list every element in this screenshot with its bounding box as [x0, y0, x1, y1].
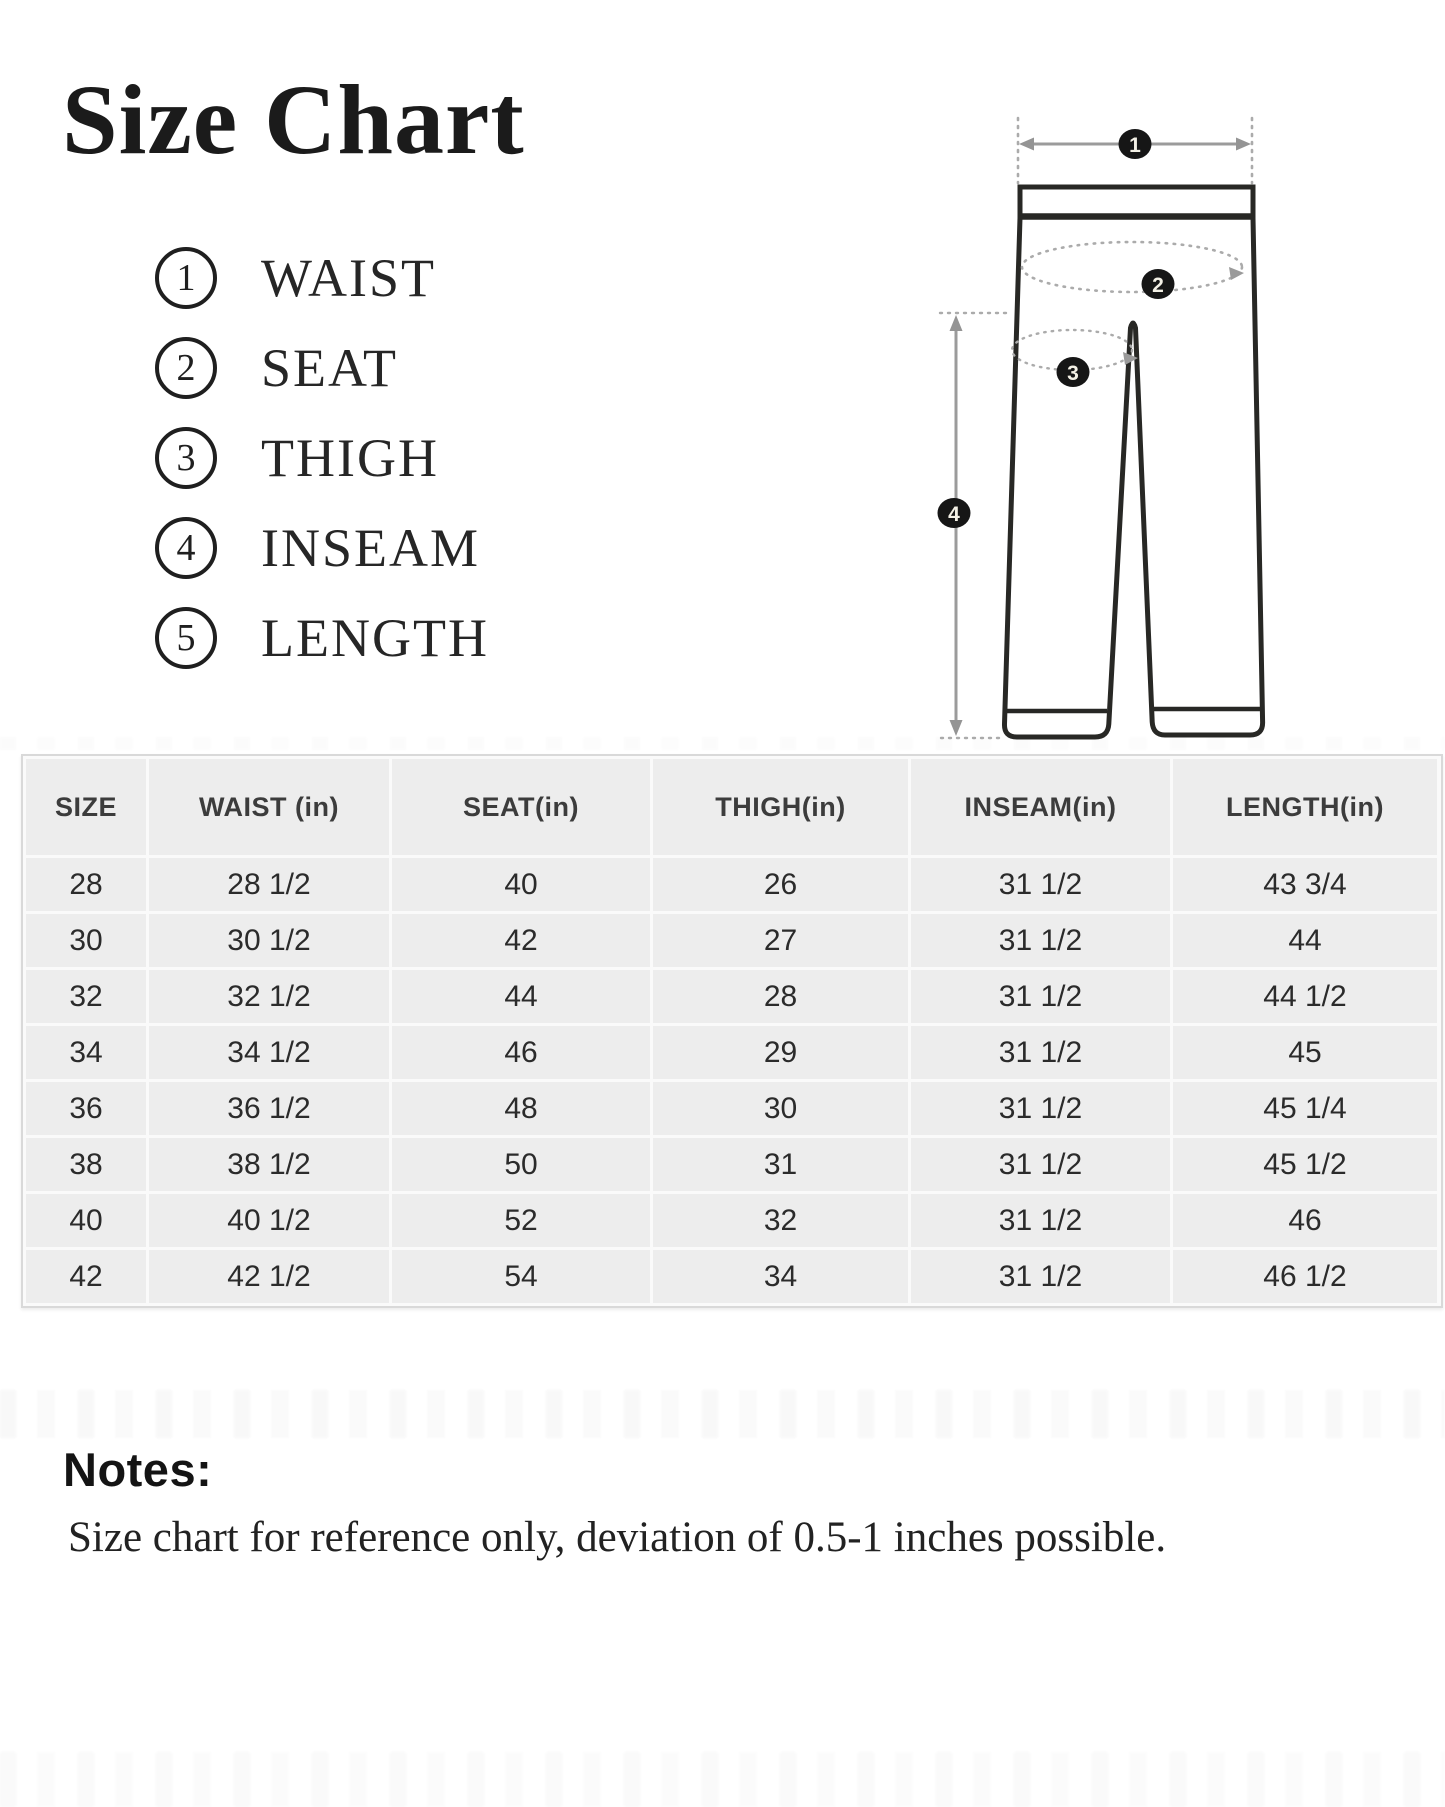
notes-heading: Notes:: [63, 1443, 213, 1496]
circled-number-icon: [155, 337, 217, 399]
size-table-header: [25, 758, 1439, 857]
measurement-cell: 31: [652, 1137, 910, 1193]
measurement-cell: 31 1/2: [910, 1137, 1172, 1193]
measure-legend: [155, 233, 489, 683]
measurement-cell: 45 1/4: [1172, 1081, 1439, 1137]
circled-number-icon: [155, 427, 217, 489]
marker-badge-inseam: [938, 498, 971, 528]
legend-label: WAIST: [261, 248, 436, 308]
measurement-cell: 31 1/2: [910, 969, 1172, 1025]
measurement-cell: 54: [391, 1249, 652, 1305]
measurement-cell: 50: [391, 1137, 652, 1193]
svg-text:2: 2: [1152, 274, 1164, 297]
svg-text:3: 3: [1067, 362, 1079, 385]
header-row: [25, 758, 1439, 857]
column-header-length-in: LENGTH(in): [1172, 758, 1439, 857]
legend-label: LENGTH: [261, 608, 489, 668]
measurement-cell: 34 1/2: [148, 1025, 391, 1081]
measurement-cell: 28 1/2: [148, 857, 391, 913]
notes-text: Size chart for reference only, deviation of 0.5-1 inches possible.: [68, 1514, 1167, 1561]
measurement-cell: 40 1/2: [148, 1193, 391, 1249]
marker-badge-waist: [1119, 129, 1152, 159]
legend-label: INSEAM: [261, 518, 481, 578]
measurement-cell: 40: [391, 857, 652, 913]
legend-label: THIGH: [261, 428, 439, 488]
size-table-container: [21, 754, 1443, 1308]
table-row: [25, 1081, 1439, 1137]
table-row: [25, 969, 1439, 1025]
legend-number: 3: [176, 437, 196, 479]
legend-item-inseam: [155, 503, 489, 593]
measurement-cell: 43 3/4: [1172, 857, 1439, 913]
table-row: [25, 857, 1439, 913]
measurement-cell: 31 1/2: [910, 1193, 1172, 1249]
measurement-cell: 28: [652, 969, 910, 1025]
measurement-cell: 29: [652, 1025, 910, 1081]
measurement-cell: 38 1/2: [148, 1137, 391, 1193]
size-cell: 32: [25, 969, 148, 1025]
legend-number: 4: [176, 527, 196, 569]
measurement-cell: 48: [391, 1081, 652, 1137]
waistband-outline: [1020, 187, 1253, 216]
measurement-cell: 42 1/2: [148, 1249, 391, 1305]
measurement-cell: 45 1/2: [1172, 1137, 1439, 1193]
measurement-cell: 44 1/2: [1172, 969, 1439, 1025]
measurement-cell: 36 1/2: [148, 1081, 391, 1137]
measurement-cell: 31 1/2: [910, 1025, 1172, 1081]
size-cell: 36: [25, 1081, 148, 1137]
legend-label: SEAT: [261, 338, 399, 398]
measurement-cell: 32 1/2: [148, 969, 391, 1025]
measurement-cell: 30: [652, 1081, 910, 1137]
pants-outline-drawing: [870, 90, 1290, 760]
size-cell: 30: [25, 913, 148, 969]
measurement-cell: 32: [652, 1193, 910, 1249]
size-cell: 28: [25, 857, 148, 913]
measurement-cell: 31 1/2: [910, 1249, 1172, 1305]
column-header-thigh-in: THIGH(in): [652, 758, 910, 857]
column-header-waist-in: WAIST (in): [148, 758, 391, 857]
size-cell: 34: [25, 1025, 148, 1081]
measurement-cell: 31 1/2: [910, 857, 1172, 913]
measurement-cell: 31 1/2: [910, 913, 1172, 969]
measurement-cell: 44: [391, 969, 652, 1025]
svg-text:1: 1: [1129, 134, 1141, 157]
table-row: [25, 1193, 1439, 1249]
table-row: [25, 913, 1439, 969]
legend-number: 1: [176, 257, 196, 299]
size-cell: 42: [25, 1249, 148, 1305]
artifact-band: [0, 1752, 1445, 1807]
measurement-cell: 34: [652, 1249, 910, 1305]
legend-number: 5: [176, 617, 196, 659]
measurement-cell: 42: [391, 913, 652, 969]
table-row: [25, 1137, 1439, 1193]
measurement-cell: 45: [1172, 1025, 1439, 1081]
circled-number-icon: [155, 607, 217, 669]
legend-item-thigh: [155, 413, 489, 503]
circled-number-icon: [155, 247, 217, 309]
pants-diagram: [870, 90, 1290, 760]
column-header-seat-in: SEAT(in): [391, 758, 652, 857]
legend-item-seat: [155, 323, 489, 413]
legend-item-waist: [155, 233, 489, 323]
size-cell: 38: [25, 1137, 148, 1193]
page-title: Size Chart: [62, 64, 525, 175]
marker-badge-thigh: [1057, 357, 1090, 387]
measurement-cell: 52: [391, 1193, 652, 1249]
artifact-band: [0, 1390, 1445, 1438]
measurement-cell: 26: [652, 857, 910, 913]
measurement-cell: 46: [1172, 1193, 1439, 1249]
size-table-body: [25, 857, 1439, 1305]
legend-item-length: [155, 593, 489, 683]
column-header-inseam-in: INSEAM(in): [910, 758, 1172, 857]
measurement-cell: 30 1/2: [148, 913, 391, 969]
table-row: [25, 1025, 1439, 1081]
measurement-cell: 44: [1172, 913, 1439, 969]
measurement-cell: 46 1/2: [1172, 1249, 1439, 1305]
circled-number-icon: [155, 517, 217, 579]
seat-ellipse: [1022, 242, 1244, 292]
table-row: [25, 1249, 1439, 1305]
pant-legs-outline: [1004, 218, 1262, 737]
svg-text:4: 4: [948, 503, 960, 526]
measurement-cell: 46: [391, 1025, 652, 1081]
measurement-cell: 31 1/2: [910, 1081, 1172, 1137]
column-header-size: SIZE: [25, 758, 148, 857]
legend-number: 2: [176, 347, 196, 389]
measurement-cell: 27: [652, 913, 910, 969]
size-cell: 40: [25, 1193, 148, 1249]
size-table: [23, 756, 1440, 1306]
marker-badge-seat: [1142, 269, 1175, 299]
